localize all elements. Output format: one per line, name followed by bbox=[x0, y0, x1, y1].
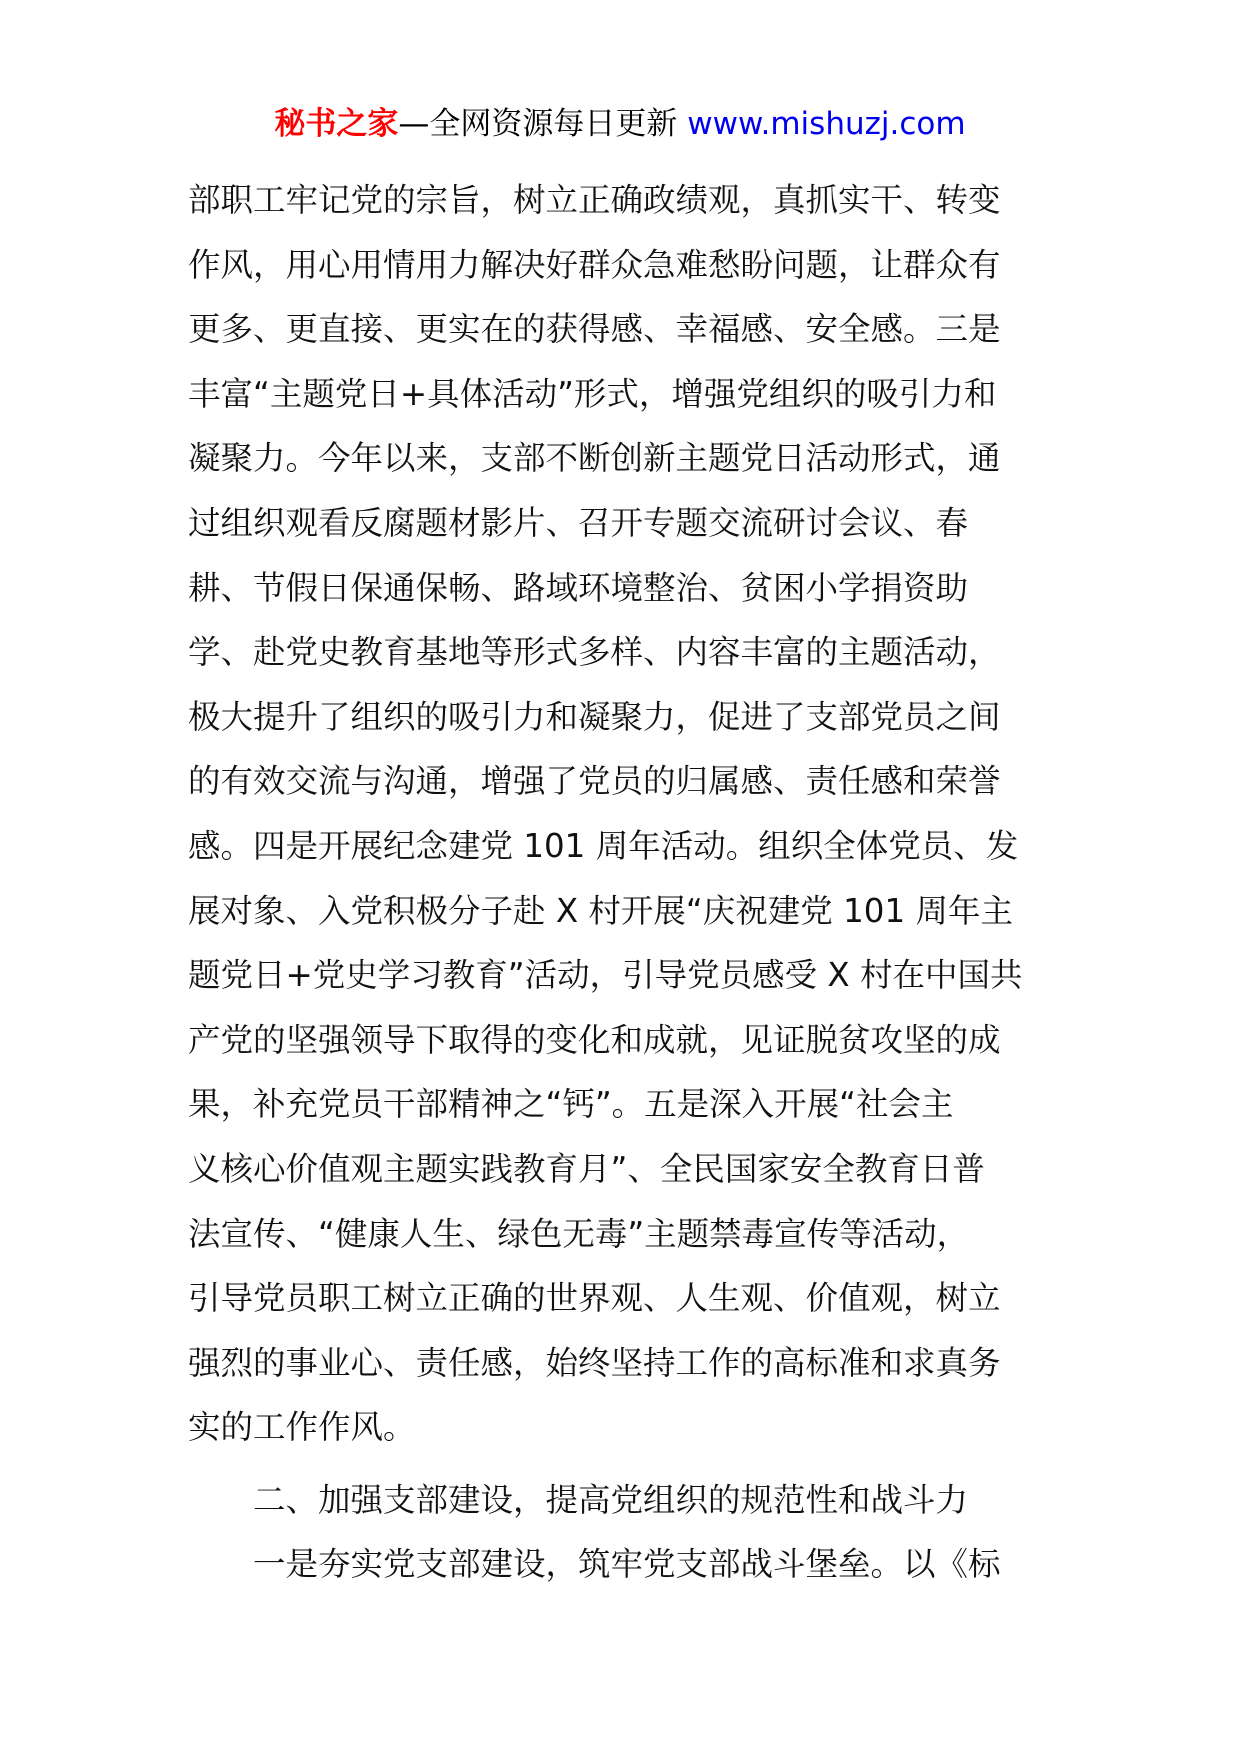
document-body bbox=[188, 168, 1068, 1597]
paragraph-line: 产党的坚强领导下取得的变化和成就，见证脱贫攻坚的成 bbox=[188, 1020, 1001, 1059]
site-url-link[interactable]: www.mishuzj.com bbox=[687, 106, 966, 142]
paragraph-line: 展对象、入党积极分子赴 X 村开展“庆祝建党 101 周年主 bbox=[188, 891, 1013, 930]
paragraph-line: 引导党员职工树立正确的世界观、人生观、价值观，树立 bbox=[188, 1279, 1001, 1318]
paragraph-line: 过组织观看反腐题材影片、召开专题交流研讨会议、春 bbox=[188, 503, 969, 542]
header-tagline: —全网资源每日更新 bbox=[398, 106, 688, 142]
paragraph-line: 更多、更直接、更实在的获得感、幸福感、安全感。三是 bbox=[188, 310, 1001, 349]
paragraph-line: 强烈的事业心、责任感，始终坚持工作的高标准和求真务 bbox=[188, 1343, 1001, 1382]
brand-name: 秘书之家 bbox=[274, 106, 399, 142]
paragraph-line: 感。四是开展纪念建党 101 周年活动。组织全体党员、发 bbox=[188, 826, 1019, 865]
section-first-line: 一是夯实党支部建设，筑牢党支部战斗堡垒。以《标 bbox=[253, 1545, 1001, 1584]
paragraph-line: 的有效交流与沟通，增强了党员的归属感、责任感和荣誉 bbox=[188, 762, 1001, 801]
paragraph-line: 果，补充党员干部精神之“钙”。五是深入开展“社会主 bbox=[188, 1085, 954, 1124]
paragraph-line: 法宣传、“健康人生、绿色无毒”主题禁毒宣传等活动， bbox=[188, 1214, 970, 1253]
paragraph-line: 部职工牢记党的宗旨，树立正确政绩观，真抓实干、转变 bbox=[188, 181, 1001, 219]
page-header bbox=[0, 102, 1240, 146]
paragraph-line: 极大提升了组织的吸引力和凝聚力，促进了支部党员之间 bbox=[188, 697, 1001, 736]
paragraph-line: 凝聚力。今年以来，支部不断创新主题党日活动形式，通 bbox=[188, 439, 1001, 478]
paragraph-line: 义核心价值观主题实践教育月”、全民国家安全教育日普 bbox=[188, 1149, 985, 1188]
paragraph-line: 作风，用心用情用力解决好群众急难愁盼问题，让群众有 bbox=[188, 245, 1001, 284]
paragraph-line: 耕、节假日保通保畅、路域环境整治、贫困小学捐资助 bbox=[188, 568, 969, 607]
paragraph-line: 学、赴党史教育基地等形式多样、内容丰富的主题活动， bbox=[188, 633, 1001, 672]
paragraph-line: 实的工作作风。 bbox=[188, 1408, 416, 1447]
section-heading: 二、加强支部建设，提高党组织的规范性和战斗力 bbox=[253, 1480, 969, 1519]
paragraph-line: 丰富“主题党日+具体活动”形式，增强党组织的吸引力和 bbox=[188, 374, 997, 413]
paragraph-line: 题党日+党史学习教育”活动，引导党员感受 X 村在中国共 bbox=[188, 956, 1023, 995]
